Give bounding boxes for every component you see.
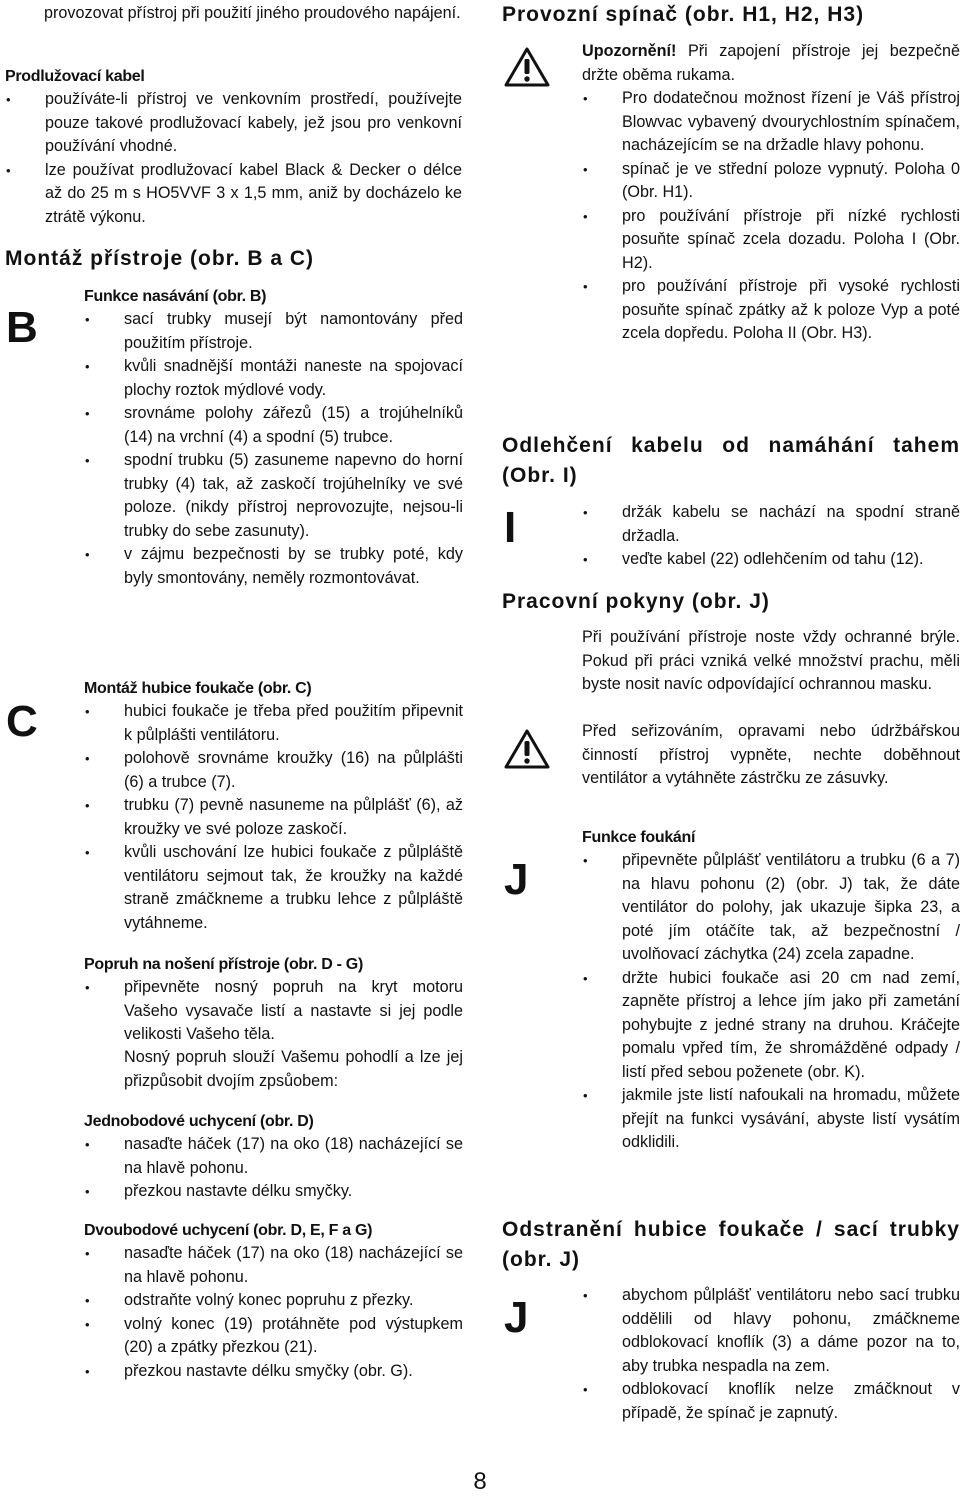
list-item: • kvůli snadnější montáži naneste na spojovací plochy roztok mýdlové vody. (84, 355, 463, 402)
work-paragraph-1: Při používání přístroje noste vždy ochranné brýle. Pokud při práci vzniká velké množství prachu, měli byste nosit navíc odpovídající ochrannou masku. (582, 628, 960, 693)
double-point-heading: Dvoubodové uchycení (obr. D, E, F a G) (84, 1222, 373, 1239)
figure-c-label: C (6, 697, 38, 746)
strain-relief-list (582, 501, 960, 572)
extension-list (5, 88, 462, 229)
list-item: • odblokovací knoflík nelze zmáčknout v případě, že spínač je zapnutý. (582, 1378, 960, 1425)
warning-body: Při zapojení přístroje jej bezpečně držte oběma rukama. (582, 42, 960, 84)
remove-nozzle-list (582, 1284, 960, 1425)
figure-j-label: J (504, 855, 529, 904)
list-item: • přezkou nastavte délku smyčky (obr. G). (84, 1360, 463, 1384)
extension-heading: Prodlužovací kabel (5, 68, 145, 85)
list-item: • nasaďte háček (17) na oko (18) nacházející se na hlavě pohonu. (84, 1242, 463, 1289)
list-item: • polohově srovnáme kroužky (16) na půlplášti (6) a trubce (7). (84, 747, 463, 794)
list-item: • používáte-li přístroj ve venkovním prostředí, používejte pouze takové prodlužovací kabely, jež jsou pro venkovní používání vhodné. (5, 88, 462, 159)
nozzle-heading: Montáž hubice foukače (obr. C) (84, 680, 312, 697)
list-item: • držák kabelu se nachází na spodní straně držadla. (582, 501, 960, 548)
work-instructions-heading: Pracovní pokyny (obr. J) (502, 590, 770, 613)
list-item: • spínač je ve střední poloze vypnutý. Poloha 0 (Obr. H1). (582, 158, 960, 205)
switch-list (582, 87, 960, 346)
list-item: • srovnáme polohy zářezů (15) a trojúhelníků (14) na vrchní (4) a spodní (5) trubce. (84, 402, 463, 449)
figure-b-label: B (6, 303, 38, 352)
list-item: • držte hubici foukače asi 20 cm nad zemí, zapněte přístroj a lehce jím jako při zametání pohybujte z jedné strany na druhou. Kráčejte pomalu vpřed tím, že shromážděné odpady / listí před sebou poženete (obr. K). (582, 967, 960, 1085)
list-item: • odstraňte volný konec popruhu z přezky. (84, 1289, 463, 1313)
switch-heading: Provozní spínač (obr. H1, H2, H3) (502, 3, 865, 26)
page-number: 8 (473, 1468, 487, 1495)
list-item: • veďte kabel (22) odlehčením od tahu (12). (582, 548, 960, 572)
list-item: • abychom půlplášť ventilátoru nebo sací trubku oddělili od hlavy pohonu, zmáčkneme odblokovací knoflík (3) a dáme pozor na to, aby trubka nespadla na zem. (582, 1284, 960, 1378)
strain-relief-heading: Odlehčení kabelu od namáhání tahem (Obr. I) (502, 434, 960, 487)
list-item: • pro používání přístroje při nízké rychlosti posuňte spínač zcela dozadu. Poloha I (Obr. H2). (582, 205, 960, 276)
blow-heading: Funkce foukání (582, 829, 696, 846)
list-item: • hubici foukače je třeba před použitím připevnit k půlplášti ventilátoru. (84, 700, 463, 747)
list-item: • lze používat prodlužovací kabel Black & Decker o délce až do 25 m s HO5VVF 3 x 1,5 mm, aniž by docházelo ke ztrátě výkonu. (5, 159, 462, 230)
list-item: • sací trubky musejí být namontovány před použitím přístroje. (84, 308, 463, 355)
single-point-list (84, 1133, 463, 1204)
list-item: • nasaďte háček (17) na oko (18) nacházející se na hlavě pohonu. (84, 1133, 463, 1180)
assembly-heading: Montáž přístroje (obr. B a C) (5, 247, 315, 270)
list-item: • Pro dodatečnou možnost řízení je Váš přístroj Blowvac vybavený dvourychlostním spínačem, nacházejícím se na držadle hlavy pohonu. (582, 87, 960, 158)
intro-text: provozovat přístroj při použití jiného proudového napájení. (44, 4, 461, 22)
figure-i-label: I (504, 503, 517, 552)
warning-text (582, 40, 960, 87)
single-point-heading: Jednobodové uchycení (obr. D) (84, 1113, 314, 1130)
warning-triangle-icon (504, 46, 550, 88)
blow-list (582, 849, 960, 1155)
list-item: • přezkou nastavte délku smyčky. (84, 1180, 463, 1204)
list-item: • v zájmu bezpečnosti by se trubky poté, kdy byly smontovány, neměly rozmontovávat. (84, 543, 463, 590)
list-item: • trubku (7) pevně nasuneme na půlplášť (6), až kroužky ve své poloze zaskočí. (84, 794, 463, 841)
suction-heading: Funkce nasávání (obr. B) (84, 288, 267, 305)
suction-list (84, 308, 463, 590)
double-point-list (84, 1242, 463, 1383)
warning-triangle-icon (504, 728, 550, 770)
list-item: • kvůli uschování lze hubici foukače z půlpláště ventilátoru sejmout tak, že kroužky na každé straně zmáčkneme a trubku lehce z půlpláště vytáhneme. (84, 841, 463, 935)
remove-nozzle-heading: Odstranění hubice foukače / sací trubky (obr. J) (502, 1218, 960, 1271)
list-item: • volný konec (19) protáhněte pod výstupkem (20) a zpátky přezkou (21). (84, 1313, 463, 1360)
work-paragraph-2: Před seřizováním, opravami nebo údržbářskou činností přístroj vypněte, nechte doběhnout ventilátor a vytáhněte zástrčku ze zásuvky. (582, 722, 960, 787)
strap-list (84, 976, 463, 1047)
list-item: • jakmile jste listí nafoukali na hromadu, můžete přejít na funkci vysávání, abyste listí vysátím odklidili. (582, 1084, 960, 1155)
list-item: • pro používání přístroje při vysoké rychlosti posuňte spínač zpátky až k poloze Vyp a poté zcela dopředu. Poloha II (Obr. H3). (582, 275, 960, 346)
strap-heading: Popruh na nošení přístroje (obr. D - G) (84, 956, 363, 973)
figure-j-label: J (504, 1293, 529, 1342)
list-item: • spodní trubku (5) zasuneme napevno do horní trubky (4) tak, až zaskočí trojúhelníky ve své poloze. (nikdy přístroj neprovozujte, nejsou-li trubky do sebe zasunuty). (84, 449, 463, 543)
nozzle-list (84, 700, 463, 935)
warning-label: Upozornění! (582, 42, 677, 60)
list-item: • připevněte půlplášť ventilátoru a trubku (6 a 7) na hlavu pohonu (2) (obr. J) tak, že dáte ventilátor do polohy, jak ukazuje šipka 23, a poté jím otáčíte tak, až bezpečnostní / uvolňovací záchytka (24) zcela zapadne. (582, 849, 960, 967)
strap-note: Nosný popruh slouží Vašemu pohodlí a lze jej přizpůsobit dvojím zpsůobem: (124, 1048, 463, 1090)
list-item: • připevněte nosný popruh na kryt motoru Vašeho vysavače listí a nastavte si jej podle velikosti Vašeho těla. (84, 976, 463, 1047)
